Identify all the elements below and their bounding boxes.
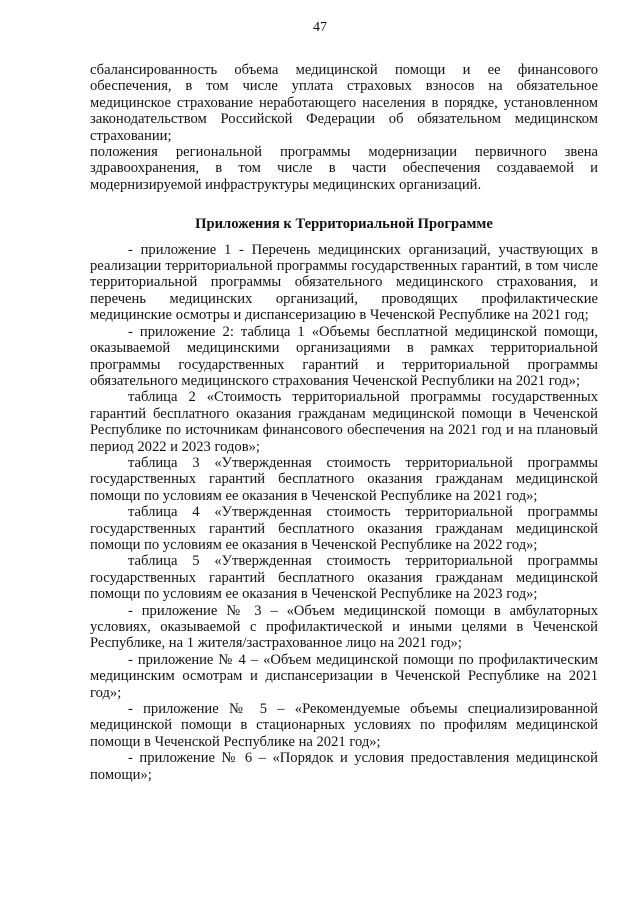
- appendix-item-2-table-5: таблица 5 «Утвержденная стоимость территориальной программы государственных гарантий бесплатного оказания гражданам медицинской помощи по условиям ее оказания в Чеченской Республике на 2023 год»;: [90, 553, 598, 603]
- section-title: Приложения к Территориальной Программе: [195, 216, 493, 233]
- appendix-item-6: - приложение № 6 – «Порядок и условия предоставления медицинской помощи»;: [90, 750, 598, 783]
- paragraph-modernization-program: положения региональной программы модернизации первичного звена здравоохранения, в том числе в части обеспечения создаваемой и модернизируемой инфраструктуры медицинских организаций.: [90, 144, 598, 193]
- paragraph-funding-balance: сбалансированность объема медицинской помощи и ее финансового обеспечения, в том числе уплата страховых взносов на обязательное медицинское страхование неработающего населения в порядке, установленном законодательством Российской Федерации об обязательном медицинском страховании;: [90, 62, 598, 144]
- appendix-item-2-table-4: таблица 4 «Утвержденная стоимость территориальной программы государственных гарантий бесплатного оказания гражданам медицинской помощи по условиям ее оказания в Чеченской Республике на 2022 год»;: [90, 504, 598, 553]
- appendix-item-2-table-2: таблица 2 «Стоимость территориальной программы государственных гарантий бесплатного оказания гражданам медицинской помощи в Чеченской Республике по источникам финансового обеспечения на 2021 год и на плановый период 2022 и 2023 годов»;: [90, 389, 598, 455]
- appendix-item-2-table-3: таблица 3 «Утвержденная стоимость территориальной программы государственных гарантий бесплатного оказания гражданам медицинской помощи по условиям ее оказания в Чеченской Республике на 2021 год»;: [90, 454, 598, 504]
- appendix-item-4: - приложение № 4 – «Объем медицинской помощи по профилактическим медицинским осмотрам и диспансеризации в Чеченской Республике на 2021 год»;: [90, 651, 598, 701]
- appendix-item-1: - приложение 1 - Перечень медицинских организаций, участвующих в реализации территориальной программы государственных гарантий, в том числе территориальной программы обязательного медицинского страхования, и перечень медицинских организаций, проводящих профилактические медицинские осмотры и диспансеризацию в Чеченской Республике на 2021 год;: [90, 241, 598, 324]
- appendix-item-2-table-1: - приложение 2: таблица 1 «Объемы бесплатной медицинской помощи, оказываемой медицинскими организациями в рамках территориальной программы государственных гарантий и территориальной программы обязательного медицинского страхования Чеченской Республики на 2021 год»;: [90, 323, 598, 389]
- appendix-item-3: - приложение № 3 – «Объем медицинской помощи в амбулаторных условиях, оказываемой с профилактической и иными целями в Чеченской Республике, на 1 жителя/застрахованное лицо на 2021 год»;: [90, 602, 598, 652]
- document-body: [90, 62, 598, 783]
- appendix-item-5: - приложение № 5 – «Рекомендуемые объемы специализированной медицинской помощи в стационарных условиях по профилям медицинской помощи в Чеченской Республике на 2021 год»;: [90, 701, 598, 750]
- page-number: 47: [313, 20, 327, 35]
